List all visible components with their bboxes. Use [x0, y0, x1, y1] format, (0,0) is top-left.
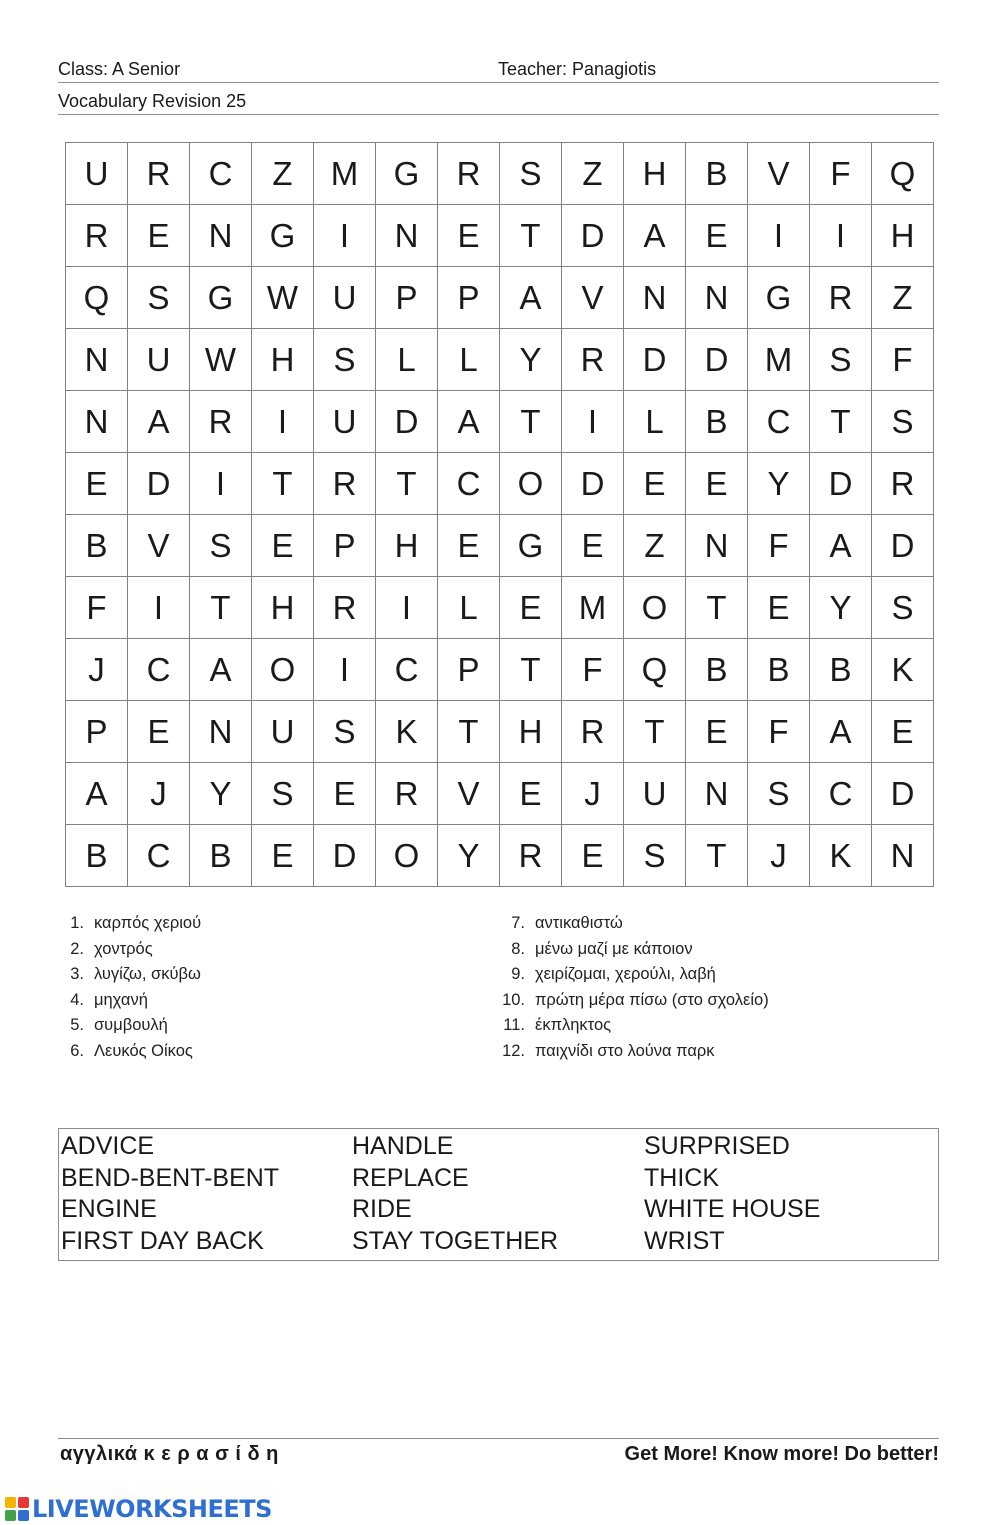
grid-row — [66, 391, 934, 453]
grid-cell[interactable]: T — [376, 453, 438, 515]
grid-cell[interactable]: A — [810, 515, 872, 577]
grid-cell[interactable]: A — [66, 763, 128, 825]
clue-number: 6. — [70, 1041, 84, 1060]
grid-cell[interactable]: I — [190, 453, 252, 515]
grid-cell[interactable]: C — [376, 639, 438, 701]
grid-cell[interactable]: I — [128, 577, 190, 639]
clue-text: Λευκός Οίκος — [94, 1041, 193, 1060]
grid-cell[interactable]: E — [500, 577, 562, 639]
grid-cell[interactable]: B — [66, 825, 128, 887]
grid-cell[interactable]: N — [376, 205, 438, 267]
grid-cell[interactable]: O — [376, 825, 438, 887]
word-bank-item: ENGINE — [61, 1195, 157, 1223]
clue-number: 11. — [503, 1016, 525, 1035]
grid-cell[interactable]: M — [314, 143, 376, 205]
grid-cell[interactable]: D — [872, 763, 934, 825]
grid-cell[interactable]: A — [500, 267, 562, 329]
grid-cell[interactable]: C — [438, 453, 500, 515]
grid-cell[interactable]: F — [66, 577, 128, 639]
grid-cell[interactable]: H — [872, 205, 934, 267]
grid-cell[interactable]: P — [438, 267, 500, 329]
grid-cell[interactable]: N — [190, 205, 252, 267]
grid-cell[interactable]: H — [624, 143, 686, 205]
grid-cell[interactable]: I — [314, 639, 376, 701]
grid-cell[interactable]: V — [562, 267, 624, 329]
grid-cell[interactable]: E — [562, 825, 624, 887]
word-bank-column-3 — [644, 1131, 820, 1257]
grid-cell[interactable]: I — [252, 391, 314, 453]
grid-cell[interactable]: R — [872, 453, 934, 515]
clue-number: 8. — [511, 939, 525, 958]
word-bank-item: RIDE — [352, 1195, 412, 1223]
word-bank-item: THICK — [644, 1163, 719, 1192]
grid-cell[interactable]: U — [624, 763, 686, 825]
grid-cell[interactable]: L — [624, 391, 686, 453]
grid-cell[interactable]: S — [128, 267, 190, 329]
grid-cell[interactable]: T — [438, 701, 500, 763]
grid-cell[interactable]: P — [438, 639, 500, 701]
grid-cell[interactable]: I — [562, 391, 624, 453]
grid-cell[interactable]: I — [376, 577, 438, 639]
grid-cell[interactable]: D — [376, 391, 438, 453]
grid-cell[interactable]: E — [128, 701, 190, 763]
clue-number: 9. — [511, 965, 525, 984]
grid-cell[interactable]: T — [500, 391, 562, 453]
clue-item — [495, 937, 769, 963]
clue-item — [60, 962, 201, 988]
clue-list-right — [495, 911, 769, 1065]
grid-cell[interactable]: E — [624, 453, 686, 515]
grid-cell[interactable]: Y — [438, 825, 500, 887]
grid-cell[interactable]: F — [810, 143, 872, 205]
grid-cell[interactable]: V — [748, 143, 810, 205]
grid-cell[interactable]: W — [190, 329, 252, 391]
grid-cell[interactable]: R — [128, 143, 190, 205]
grid-cell[interactable]: E — [252, 515, 314, 577]
grid-cell[interactable]: L — [438, 329, 500, 391]
grid-row — [66, 701, 934, 763]
grid-cell[interactable]: M — [562, 577, 624, 639]
grid-cell[interactable]: B — [686, 143, 748, 205]
word-bank-item: SURPRISED — [644, 1132, 790, 1160]
grid-cell[interactable]: S — [252, 763, 314, 825]
grid-cell[interactable]: S — [190, 515, 252, 577]
grid-cell[interactable]: K — [872, 639, 934, 701]
grid-cell[interactable]: U — [314, 391, 376, 453]
grid-cell[interactable]: N — [686, 515, 748, 577]
grid-cell[interactable]: B — [66, 515, 128, 577]
clue-text: έκπληκτος — [535, 1016, 612, 1035]
header-row-title — [58, 88, 939, 115]
grid-cell[interactable]: E — [872, 701, 934, 763]
grid-cell[interactable]: A — [128, 391, 190, 453]
grid-cell[interactable]: Y — [190, 763, 252, 825]
clue-number: 2. — [70, 939, 84, 958]
grid-row — [66, 577, 934, 639]
grid-cell[interactable]: I — [748, 205, 810, 267]
grid-row — [66, 453, 934, 515]
grid-cell[interactable]: R — [376, 763, 438, 825]
grid-cell[interactable]: S — [624, 825, 686, 887]
grid-row — [66, 205, 934, 267]
clue-item — [60, 1039, 201, 1065]
grid-cell[interactable]: M — [748, 329, 810, 391]
clue-number: 1. — [70, 914, 84, 932]
clue-text: πρώτη μέρα πίσω (στο σχολείο) — [535, 990, 769, 1009]
grid-cell[interactable]: L — [438, 577, 500, 639]
clue-number: 10. — [502, 990, 525, 1009]
grid-cell[interactable]: Z — [252, 143, 314, 205]
grid-cell[interactable]: P — [376, 267, 438, 329]
word-bank-item: STAY TOGETHER — [352, 1226, 559, 1255]
grid-cell[interactable]: D — [872, 515, 934, 577]
grid-cell[interactable]: N — [190, 701, 252, 763]
grid-cell[interactable]: C — [128, 825, 190, 887]
grid-cell[interactable]: J — [562, 763, 624, 825]
word-bank-item: BEND-BENT-BENT — [61, 1163, 280, 1192]
grid-cell[interactable]: D — [810, 453, 872, 515]
grid-cell[interactable]: T — [810, 391, 872, 453]
grid-cell[interactable]: O — [500, 453, 562, 515]
clue-item — [495, 1039, 769, 1065]
grid-cell[interactable]: H — [252, 577, 314, 639]
logo-text: LIVEWORKSHEETS — [32, 1495, 272, 1523]
clue-number: 12. — [502, 1041, 525, 1060]
clue-item — [60, 937, 201, 963]
grid-cell[interactable]: T — [686, 825, 748, 887]
grid-cell[interactable]: U — [314, 267, 376, 329]
grid-cell[interactable]: D — [686, 329, 748, 391]
grid-cell[interactable]: A — [190, 639, 252, 701]
grid-cell[interactable]: E — [128, 205, 190, 267]
clue-list-left — [60, 911, 201, 1065]
clue-item — [60, 911, 201, 937]
grid-cell[interactable]: G — [500, 515, 562, 577]
grid-cell[interactable]: Z — [624, 515, 686, 577]
grid-cell[interactable]: I — [314, 205, 376, 267]
clue-text: αντικαθιστώ — [535, 914, 623, 932]
grid-cell[interactable]: T — [500, 205, 562, 267]
grid-cell[interactable]: F — [872, 329, 934, 391]
grid-cell[interactable]: T — [686, 577, 748, 639]
grid-cell[interactable]: G — [376, 143, 438, 205]
word-bank-column-1 — [61, 1131, 279, 1257]
grid-cell[interactable]: L — [376, 329, 438, 391]
grid-cell[interactable]: O — [252, 639, 314, 701]
word-search-grid[interactable] — [65, 142, 934, 887]
grid-cell[interactable]: S — [748, 763, 810, 825]
grid-cell[interactable]: Q — [624, 639, 686, 701]
grid-cell[interactable]: E — [314, 763, 376, 825]
grid-cell[interactable]: T — [500, 639, 562, 701]
grid-cell[interactable]: R — [314, 577, 376, 639]
clue-number: 5. — [70, 1016, 84, 1035]
clue-text: παιχνίδι στο λούνα παρκ — [535, 1041, 715, 1060]
teacher-label: Teacher: Panagiotis — [498, 59, 657, 79]
grid-cell[interactable]: S — [500, 143, 562, 205]
clue-text: λυγίζω, σκύβω — [94, 965, 201, 984]
grid-cell[interactable]: R — [500, 825, 562, 887]
clue-item — [60, 1013, 201, 1039]
clue-item — [495, 1013, 769, 1039]
grid-cell[interactable]: J — [748, 825, 810, 887]
grid-cell[interactable]: H — [500, 701, 562, 763]
grid-cell[interactable]: R — [190, 391, 252, 453]
grid-cell[interactable]: E — [562, 515, 624, 577]
grid-cell[interactable]: D — [562, 205, 624, 267]
grid-cell[interactable]: Y — [500, 329, 562, 391]
grid-cell[interactable]: N — [66, 391, 128, 453]
grid-cell[interactable]: R — [562, 329, 624, 391]
grid-cell[interactable]: D — [314, 825, 376, 887]
grid-cell[interactable]: Y — [748, 453, 810, 515]
clue-number: 4. — [70, 990, 84, 1009]
grid-cell[interactable]: V — [128, 515, 190, 577]
grid-cell[interactable]: E — [748, 577, 810, 639]
grid-row — [66, 639, 934, 701]
grid-cell[interactable]: C — [748, 391, 810, 453]
header-row-class-teacher — [58, 56, 939, 83]
liveworksheets-logo-icon — [4, 1496, 30, 1522]
grid-cell[interactable]: P — [66, 701, 128, 763]
grid-cell[interactable]: R — [438, 143, 500, 205]
page-footer — [58, 1438, 939, 1479]
grid-row — [66, 763, 934, 825]
grid-cell[interactable]: N — [686, 763, 748, 825]
grid-cell[interactable]: D — [562, 453, 624, 515]
grid-cell[interactable]: K — [376, 701, 438, 763]
word-bank-item: FIRST DAY BACK — [61, 1226, 264, 1255]
grid-row — [66, 143, 934, 205]
word-bank-item: HANDLE — [352, 1132, 454, 1160]
grid-cell[interactable]: K — [810, 825, 872, 887]
word-bank-column-2 — [352, 1131, 558, 1257]
word-bank-item: REPLACE — [352, 1163, 469, 1192]
grid-cell[interactable]: A — [810, 701, 872, 763]
word-bank-item: WHITE HOUSE — [644, 1195, 821, 1223]
grid-cell[interactable]: N — [686, 267, 748, 329]
grid-cell[interactable]: B — [190, 825, 252, 887]
grid-cell[interactable]: D — [624, 329, 686, 391]
word-bank-item: ADVICE — [61, 1132, 155, 1160]
grid-cell[interactable]: H — [376, 515, 438, 577]
grid-cell[interactable]: Q — [66, 267, 128, 329]
clue-item — [495, 962, 769, 988]
grid-cell[interactable]: F — [562, 639, 624, 701]
grid-cell[interactable]: B — [748, 639, 810, 701]
worksheet-title: Vocabulary Revision 25 — [58, 91, 247, 111]
grid-row — [66, 267, 934, 329]
grid-cell[interactable]: E — [686, 205, 748, 267]
grid-cell[interactable]: T — [624, 701, 686, 763]
grid-cell[interactable]: A — [624, 205, 686, 267]
grid-cell[interactable]: S — [314, 329, 376, 391]
clue-text: μένω μαζί με κάποιον — [535, 939, 693, 958]
clue-text: συμβουλή — [94, 1016, 168, 1035]
grid-cell[interactable]: G — [252, 205, 314, 267]
grid-cell[interactable]: J — [128, 763, 190, 825]
grid-cell[interactable]: S — [872, 577, 934, 639]
liveworksheets-logo[interactable] — [4, 1493, 272, 1525]
grid-cell[interactable]: O — [624, 577, 686, 639]
grid-cell[interactable]: E — [686, 453, 748, 515]
clue-number: 7. — [511, 914, 525, 932]
grid-cell[interactable]: Y — [810, 577, 872, 639]
grid-cell[interactable]: E — [438, 515, 500, 577]
grid-cell[interactable]: I — [810, 205, 872, 267]
grid-cell[interactable]: C — [128, 639, 190, 701]
clue-item — [495, 911, 769, 937]
clue-text: χοντρός — [94, 939, 153, 958]
grid-cell[interactable]: D — [128, 453, 190, 515]
clue-item — [60, 988, 201, 1014]
grid-cell[interactable]: Q — [872, 143, 934, 205]
clue-number: 3. — [70, 965, 84, 984]
grid-cell[interactable]: V — [438, 763, 500, 825]
grid-cell[interactable]: S — [314, 701, 376, 763]
grid-cell[interactable]: R — [66, 205, 128, 267]
word-bank — [58, 1128, 939, 1261]
grid-cell[interactable]: G — [748, 267, 810, 329]
grid-cell[interactable]: S — [810, 329, 872, 391]
grid-cell[interactable]: G — [190, 267, 252, 329]
clue-text: καρπός χεριού — [94, 914, 202, 932]
grid-cell[interactable]: P — [314, 515, 376, 577]
grid-cell[interactable]: B — [686, 391, 748, 453]
grid-cell[interactable]: C — [190, 143, 252, 205]
grid-cell[interactable]: E — [686, 701, 748, 763]
grid-row — [66, 515, 934, 577]
grid-cell[interactable]: R — [562, 701, 624, 763]
grid-cell[interactable]: N — [624, 267, 686, 329]
grid-cell[interactable]: E — [252, 825, 314, 887]
grid-cell[interactable]: R — [810, 267, 872, 329]
clue-text: χειρίζομαι, χερούλι, λαβή — [535, 965, 716, 984]
grid-cell[interactable]: E — [438, 205, 500, 267]
class-label: Class: A Senior — [58, 59, 181, 79]
grid-cell[interactable]: S — [872, 391, 934, 453]
grid-cell[interactable]: U — [128, 329, 190, 391]
grid-cell[interactable]: F — [748, 515, 810, 577]
grid-cell[interactable]: N — [66, 329, 128, 391]
grid-cell[interactable]: R — [314, 453, 376, 515]
grid-cell[interactable]: E — [500, 763, 562, 825]
grid-cell[interactable]: C — [810, 763, 872, 825]
grid-cell[interactable]: A — [438, 391, 500, 453]
grid-cell[interactable]: J — [66, 639, 128, 701]
clue-item — [495, 988, 769, 1014]
grid-cell[interactable]: T — [252, 453, 314, 515]
footer-author: αγγλικά κ ε ρ α σ ί δ η — [60, 1443, 279, 1465]
grid-cell[interactable]: F — [748, 701, 810, 763]
footer-slogan: Get More! Know more! Do better! — [624, 1443, 939, 1465]
grid-row — [66, 825, 934, 887]
grid-cell[interactable]: E — [66, 453, 128, 515]
grid-cell[interactable]: U — [66, 143, 128, 205]
grid-cell[interactable]: T — [190, 577, 252, 639]
grid-cell[interactable]: N — [872, 825, 934, 887]
grid-cell[interactable]: B — [686, 639, 748, 701]
grid-cell[interactable]: U — [252, 701, 314, 763]
grid-cell[interactable]: B — [810, 639, 872, 701]
grid-cell[interactable]: H — [252, 329, 314, 391]
word-bank-item: WRIST — [644, 1226, 725, 1255]
grid-cell[interactable]: Z — [872, 267, 934, 329]
grid-cell[interactable]: W — [252, 267, 314, 329]
grid-cell[interactable]: Z — [562, 143, 624, 205]
clue-text: μηχανή — [94, 990, 148, 1009]
grid-row — [66, 329, 934, 391]
